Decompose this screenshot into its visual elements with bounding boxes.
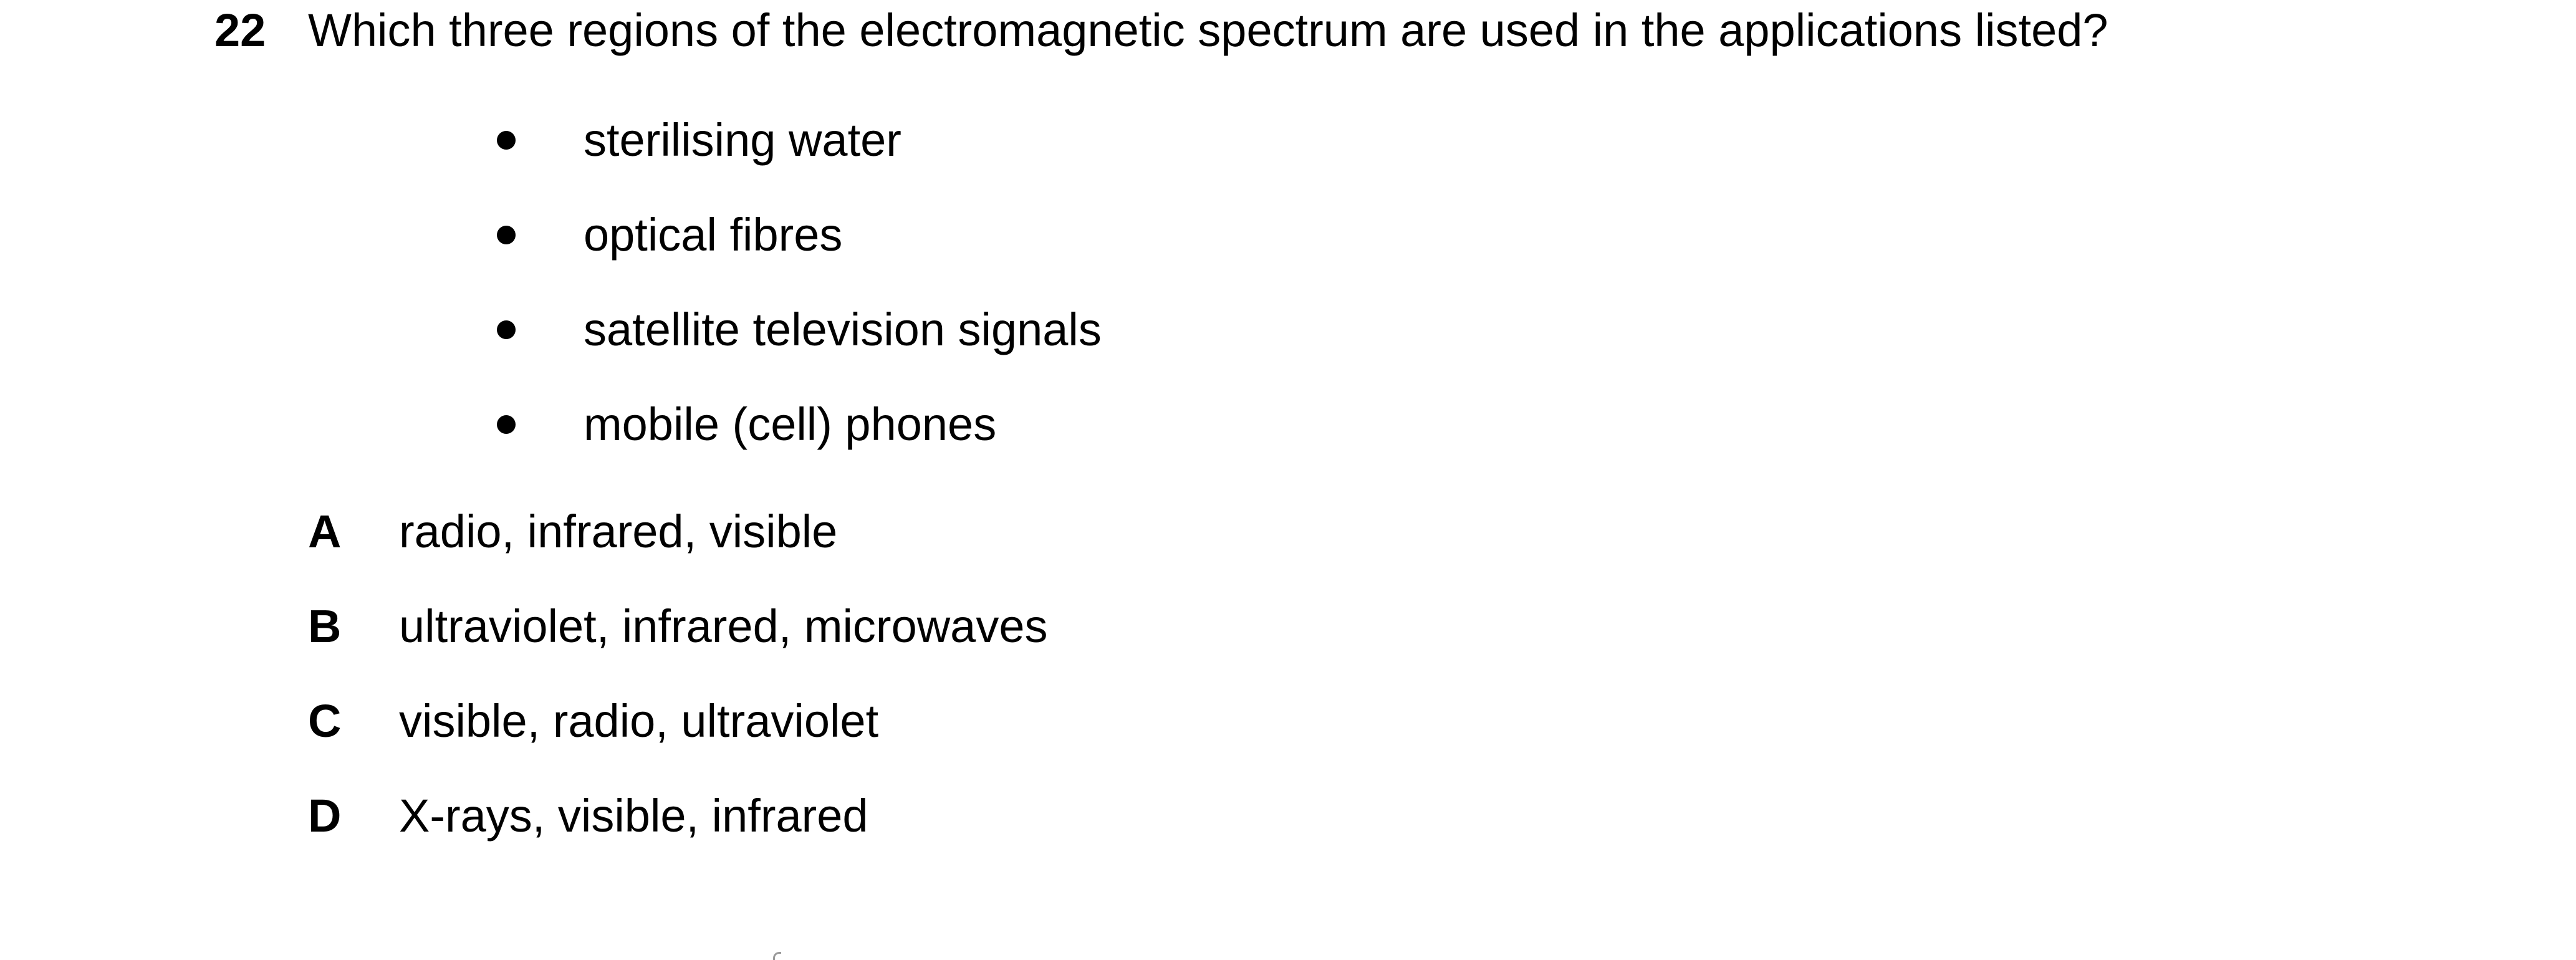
bullet-icon <box>497 131 516 150</box>
bullet-icon <box>497 320 516 339</box>
option-letter: C <box>308 695 342 747</box>
option-letter: D <box>308 790 342 842</box>
bullet-icon <box>497 415 516 434</box>
bullet-icon <box>497 226 516 244</box>
option-text: radio, infrared, visible <box>399 506 838 557</box>
option-text: X-rays, visible, infrared <box>399 790 868 842</box>
option-text: ultraviolet, infrared, microwaves <box>399 600 1048 652</box>
cropped-text-fragment <box>773 952 781 960</box>
question-text: Which three regions of the electromagnetic spectrum are used in the applications listed? <box>308 4 2108 56</box>
application-text: sterilising water <box>584 114 901 166</box>
option-text: visible, radio, ultraviolet <box>399 695 879 747</box>
option-letter: A <box>308 506 342 557</box>
option-letter: B <box>308 600 342 652</box>
application-text: satellite television signals <box>584 304 1102 355</box>
application-text: optical fibres <box>584 209 843 261</box>
question-number: 22 <box>214 4 266 56</box>
application-text: mobile (cell) phones <box>584 398 997 450</box>
